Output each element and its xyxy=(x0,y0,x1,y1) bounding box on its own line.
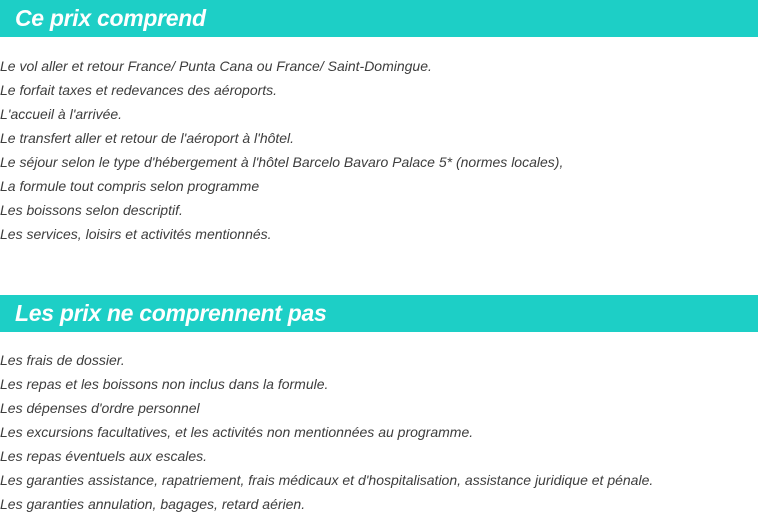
not-included-item: Les garanties annulation, bagages, retard aérien. xyxy=(0,496,306,512)
not-included-item: Les frais de dossier. xyxy=(0,352,125,368)
included-item: Le forfait taxes et redevances des aéroports. xyxy=(0,82,278,98)
not-included-item: Les excursions facultatives, et les activités non mentionnées au programme. xyxy=(0,424,474,440)
not-included-item: Les dépenses d'ordre personnel xyxy=(0,400,200,416)
included-item: Le séjour selon le type d'hébergement à l'hôtel Barcelo Bavaro Palace 5* (normes locales), xyxy=(0,154,564,170)
section-header-included xyxy=(0,0,758,37)
included-item: Le transfert aller et retour de l'aéroport à l'hôtel. xyxy=(0,130,295,146)
included-items-list xyxy=(0,54,563,246)
not-included-item: Les repas et les boissons non inclus dans la formule. xyxy=(0,376,329,392)
included-item: Les services, loisirs et activités mentionnés. xyxy=(0,226,272,242)
section-header-not-included xyxy=(0,295,758,332)
not-included-item: Les garanties assistance, rapatriement, frais médicaux et d'hospitalisation, assistance juridique et pénale. xyxy=(0,472,654,488)
section-title-not-included: Les prix ne comprennent pas xyxy=(15,300,327,326)
section-title-included: Ce prix comprend xyxy=(15,5,206,31)
included-item: La formule tout compris selon programme xyxy=(0,178,260,194)
included-item: Le vol aller et retour France/ Punta Cana ou France/ Saint-Domingue. xyxy=(0,58,432,74)
included-item: Les boissons selon descriptif. xyxy=(0,202,183,218)
not-included-items-list xyxy=(0,348,653,516)
not-included-item: Les repas éventuels aux escales. xyxy=(0,448,208,464)
included-item: L'accueil à l'arrivée. xyxy=(0,106,123,122)
